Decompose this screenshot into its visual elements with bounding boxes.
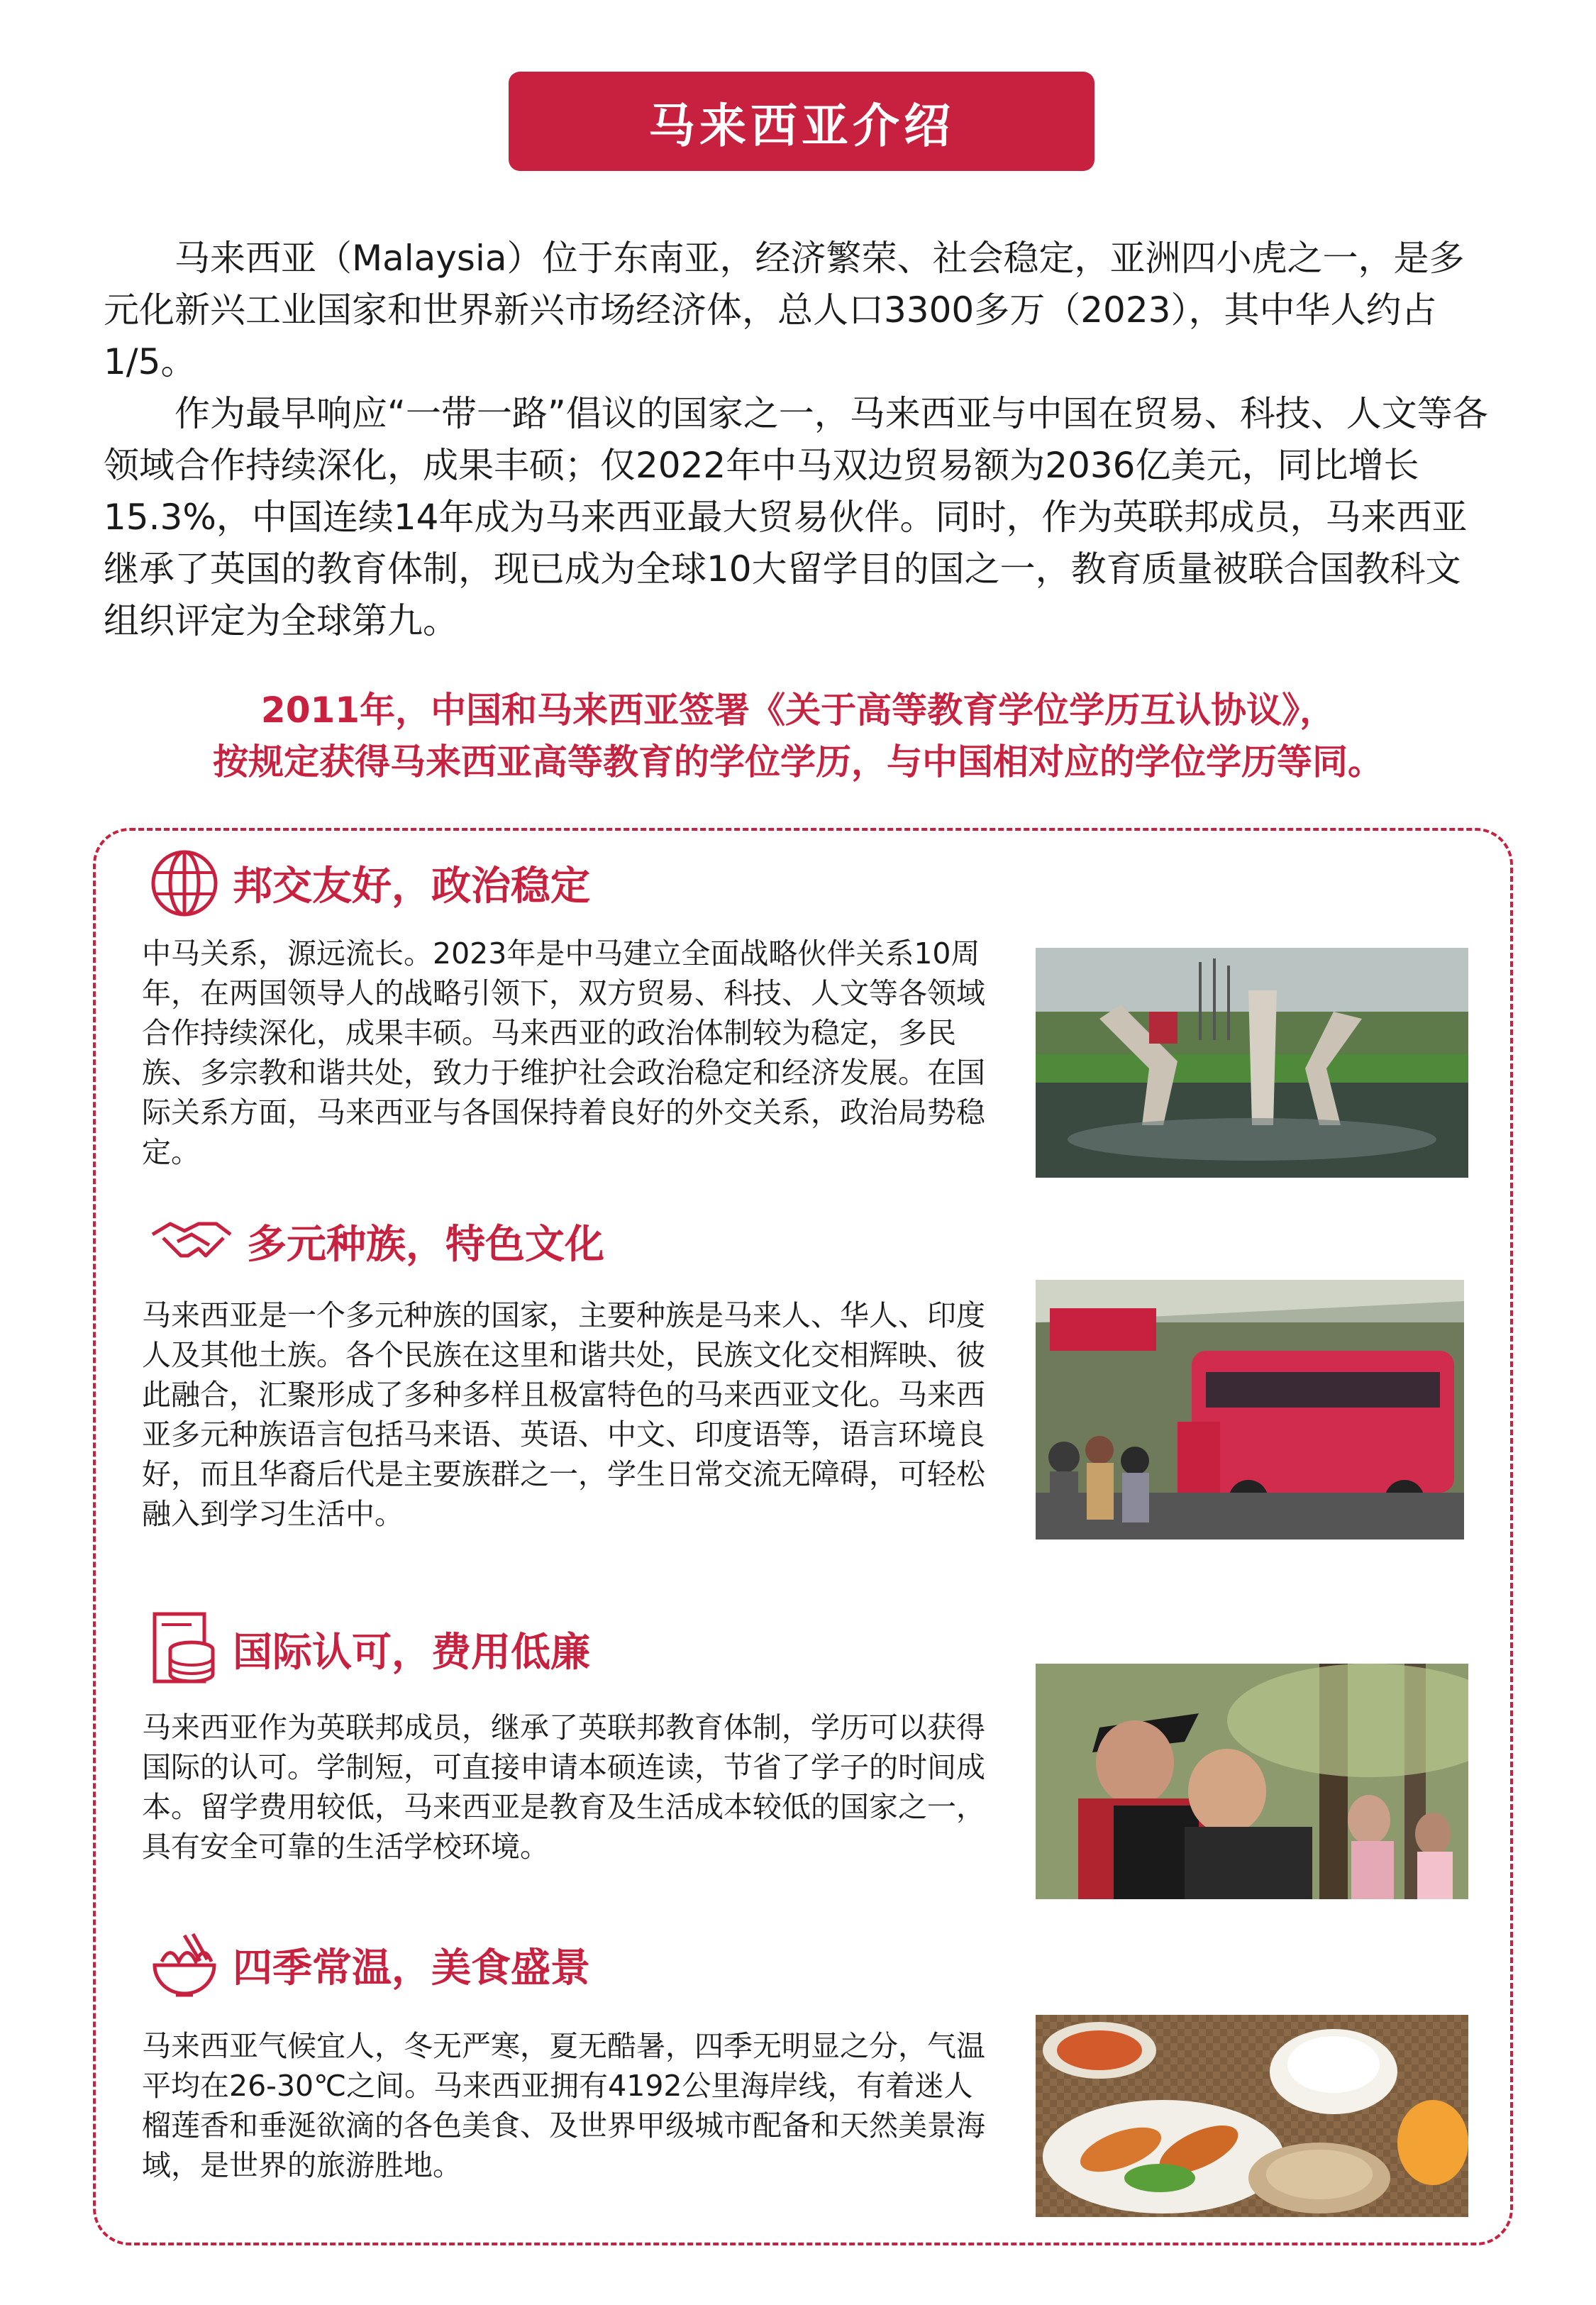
intro-paragraph-2: 作为最早响应“一带一路”倡议的国家之一，马来西亚与中国在贸易、科技、人文等各领域合作持续深化，成果丰硕；仅2022年中马双边贸易额为2036亿美元，同比增长15.3%，中国连续14年成为马来西亚最大贸易伙伴。同时，作为英联邦成员，马来西亚继承了英国的教育体制，现已成为全球10大留学目的国之一，教育质量被联合国教科文组织评定为全球第九。 [104, 393, 1488, 641]
section-culture-title: 多元种族，特色文化 [247, 1222, 604, 1268]
section-climate-title: 四季常温，美食盛景 [233, 1945, 590, 1991]
section-climate-text: 马来西亚气候宜人，冬无严寒，夏无酷暑，四季无明显之分，气温平均在26-30℃之间。马来西亚拥有4192公里海岸线，有着迷人榴莲香和垂涎欲滴的各色美食、及世界甲级城市配备和天然美景海域，是世界的旅游胜地。 [142, 2029, 985, 2182]
graduation-photo [1036, 1664, 1468, 1899]
handshake-icon [149, 1206, 234, 1277]
title-banner [509, 72, 1095, 171]
food-photo [1036, 2015, 1468, 2217]
globe-icon [149, 848, 220, 919]
campus-monument-photo [1036, 948, 1468, 1178]
section-culture-header [149, 1206, 604, 1277]
section-diplomacy-title: 邦交友好，政治稳定 [233, 863, 590, 910]
section-recognition-text: 马来西亚作为英联邦成员，继承了英联邦教育体制，学历可以获得国际的认可。学制短，可直接申请本硕连读，节省了学子的时间成本。留学费用较低，马来西亚是教育及生活成本较低的国家之一，具有安全可靠的生活学校环境。 [142, 1710, 985, 1864]
campus-bus-photo [1036, 1280, 1464, 1540]
highlight-line-2: 按规定获得马来西亚高等教育的学位学历，与中国相对应的学位学历等同。 [213, 741, 1383, 783]
highlight-line-1: 2011年，中国和马来西亚签署《关于高等教育学位学历互认协议》， [260, 690, 1336, 731]
section-culture-text: 马来西亚是一个多元种族的国家，主要种族是马来人、华人、印度人及其他土族。各个民族在这里和谐共处，民族文化交相辉映、彼此融合，汇聚形成了多种多样且极富特色的马来西亚文化。马来西亚多元种族语言包括马来语、英语、中文、印度语等，语言环境良好，而且华裔后代是主要族群之一，学生日常交流无障碍，可轻松融入到学习生活中。 [142, 1298, 985, 1531]
agreement-highlight [85, 685, 1511, 788]
section-recognition-title: 国际认可，费用低廉 [233, 1630, 590, 1676]
intro-paragraph-1: 马来西亚（Malaysia）位于东南亚，经济繁荣、社会稳定，亚洲四小虎之一，是多元化新兴工业国家和世界新兴市场经济体，总人口3300多万（2023），其中华人约占1/5。 [104, 238, 1465, 382]
section-climate-header [149, 1930, 590, 2001]
coin-stack-icon [149, 1610, 220, 1688]
page-title: 马来西亚介绍 [648, 98, 955, 153]
section-recognition-header [149, 1610, 590, 1688]
intro-text [104, 233, 1494, 647]
noodle-bowl-icon [149, 1930, 220, 2001]
section-diplomacy-header [149, 848, 590, 919]
section-diplomacy-text: 中马关系，源远流长。2023年是中马建立全面战略伙伴关系10周年，在两国领导人的战略引领下，双方贸易、科技、人文等各领域合作持续深化，成果丰硕。马来西亚的政治体制较为稳定，多民族、多宗教和谐共处，致力于维护社会政治稳定和经济发展。在国际关系方面，马来西亚与各国保持着良好的外交关系，政治局势稳定。 [142, 936, 985, 1169]
